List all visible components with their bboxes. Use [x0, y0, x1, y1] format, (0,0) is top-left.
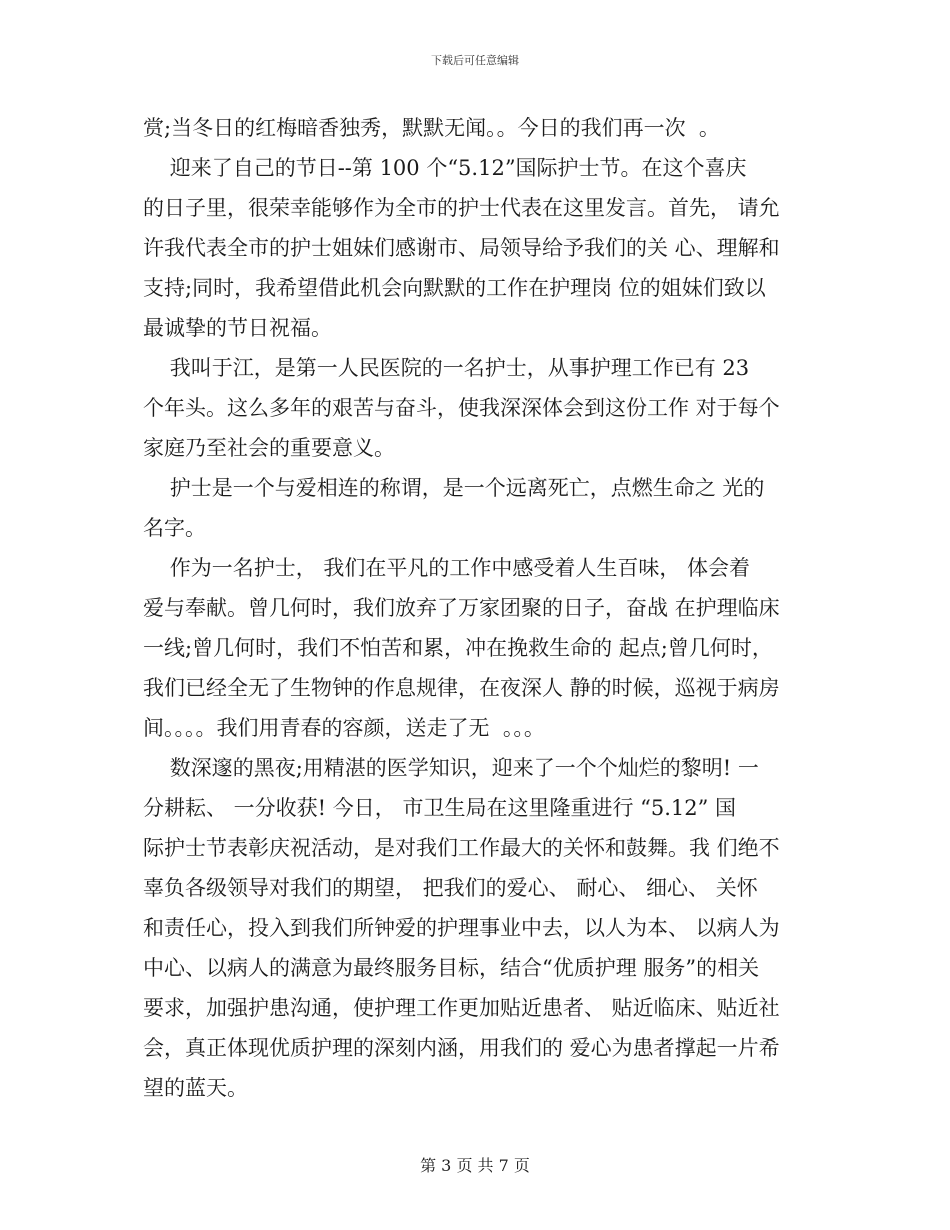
- text-line: 作为一名护士， 我们在平凡的工作中感受着人生百味， 体会着: [143, 556, 751, 580]
- page-footer: 第 3 页 共 7 页: [420, 1156, 530, 1175]
- text-line: 数深邃的黑夜;用精湛的医学知识，迎来了一个个灿烂的黎明! 一: [143, 756, 759, 780]
- text-line: 一线;曾几何时，我们不怕苦和累，冲在挽救生命的 起点;曾几何时，: [143, 636, 773, 660]
- text-line: 我们已经全无了生物钟的作息规律，在夜深人 静的时候，巡视于病房: [143, 676, 780, 700]
- text-line: 的日子里，很荣幸能够作为全市的护士代表在这里发言。首先， 请允: [143, 196, 780, 220]
- text-line: 望的蓝天。: [143, 1076, 248, 1100]
- text-line: 会，真正体现优质护理的深刻内涵，用我们的 爱心为患者撑起一片希: [143, 1036, 780, 1060]
- text-line: 支持;同时，我希望借此机会向默默的工作在护理岗 位的姐妹们致以: [143, 276, 766, 300]
- text-line: 家庭乃至社会的重要意义。: [143, 436, 395, 460]
- text-line: 护士是一个与爱相连的称谓，是一个远离死亡，点燃生命之 光的: [143, 476, 765, 500]
- document-body: [143, 108, 808, 1108]
- text-line: 中心、以病人的满意为最终服务目标，结合“优质护理 服务”的相关: [143, 956, 760, 980]
- text-line: 辜负各级领导对我们的期望， 把我们的爱心、 耐心、 细心、 关怀: [143, 876, 758, 900]
- text-line: 际护士节表彰庆祝活动，是对我们工作最大的关怀和鼓舞。我 们绝不: [143, 836, 780, 860]
- text-line: 个年头。这么多年的艰苦与奋斗，使我深深体会到这份工作 对于每个: [143, 396, 780, 420]
- text-line: 要求，加强护患沟通，使护理工作更加贴近患者、 贴近临床、贴近社: [143, 996, 780, 1020]
- text-line: 间。。。。我们用青春的容颜，送走了无 。。。: [143, 716, 545, 740]
- text-line: 许我代表全市的护士姐妹们感谢市、局领导给予我们的关 心、理解和: [143, 236, 780, 260]
- text-line: 名字。: [143, 516, 206, 540]
- page-header: 下载后可任意编辑: [431, 54, 519, 67]
- text-line: 爱与奉献。曾几何时，我们放弃了万家团聚的日子，奋战 在护理临床: [143, 596, 780, 620]
- text-line: 和责任心，投入到我们所钟爱的护理事业中去，以人为本、 以病人为: [143, 916, 780, 940]
- text-line: 赏;当冬日的红梅暗香独秀，默默无闻。。今日的我们再一次 。: [143, 116, 720, 140]
- text-line: 我叫于江，是第一人民医院的一名护士，从事护理工作已有 23: [143, 356, 750, 380]
- text-line: 迎来了自己的节日--第 100 个“5.12”国际护士节。在这个喜庆: [143, 156, 747, 180]
- text-line: 最诚挚的节日祝福。: [143, 316, 332, 340]
- text-line: 分耕耘、 一分收获! 今日， 市卫生局在这里隆重进行 “5.12” 国: [143, 796, 737, 820]
